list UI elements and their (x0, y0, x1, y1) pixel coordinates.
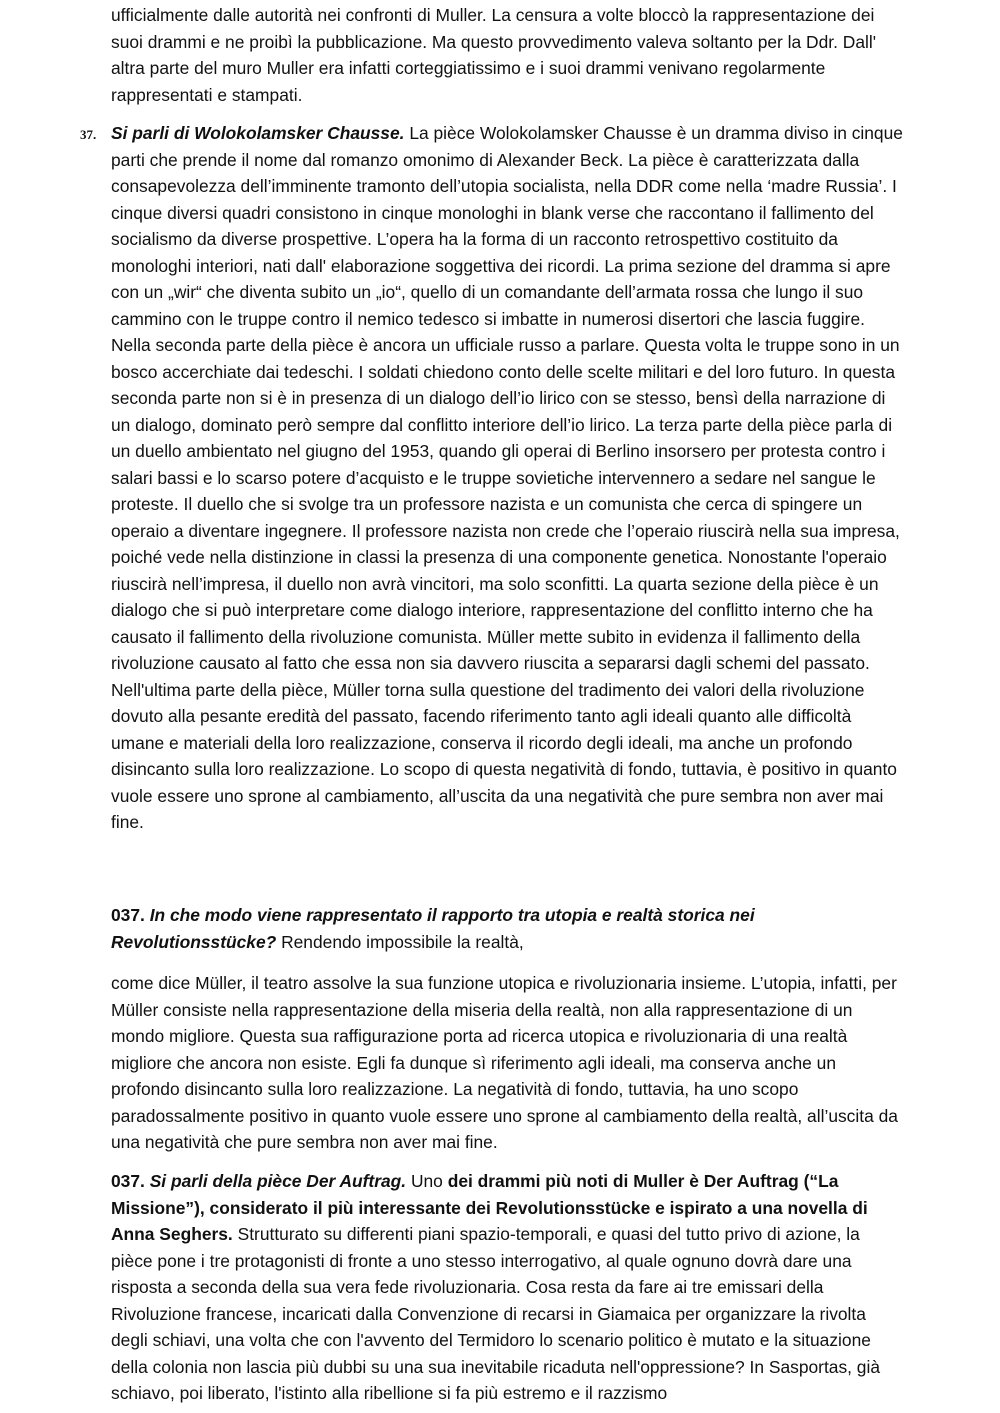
question-title: Si parli della pièce Der Auftrag. (144, 1171, 407, 1191)
question-number: 37. (80, 127, 97, 142)
question-title: In che modo viene rappresentato il rapporto tra utopia e realtà storica nei Revolutionsstücke? (111, 905, 755, 952)
answer-bold-text: dei drammi più noti di Muller è Der Auftrag (“La Missione”), considerato il più interessante dei Revolutionsstücke e ispirato a una novella di Anna Seghers. (111, 1171, 868, 1244)
answer-text: Rendendo impossibile la realtà, (276, 931, 524, 952)
intro-paragraph: ufficialmente dalle autorità nei confronti di Muller. La censura a volte bloccò la rappresentazione dei suoi drammi e ne proibì la pubblicazione. Ma questo provvedimento valeva soltanto per la Ddr. Dall' altra parte del muro Muller era infatti corteggiatissimo e i suoi drammi venivano regolarmente rappresentati e stampati. (111, 5, 877, 105)
answer-text: Uno (406, 1171, 443, 1191)
answer-text: Strutturato su differenti piani spazio-temporali, e quasi del tutto privo di azione, la pièce pone i tre protagonisti di fronte a uno stesso interrogativo, al quale ognuno dovrà dare una risposta a seconda della sua vera fede rivoluzionaria. Cosa resta da fare ai tre emissari della Rivoluzione francese, incaricati dalla Convenzione di recarsi in Giamaica per organizzare la rivolta degli schiavi, una volta che con l'avvento del Termidoro lo scenario politico è mutato e la situazione della colonia non lascia più dubbi su una sua inevitabile ricaduta nell'oppressione? In Sasportas, già schiavo, poi liberato, l'istinto alla ribellione si fa più estremo e il razzismo (111, 1224, 881, 1403)
question-title: Si parli di Wolokolamsker Chausse. (111, 123, 405, 143)
continuation-paragraph: come dice Müller, il teatro assolve la sua funzione utopica e rivoluzionaria insieme. L’utopia, infatti, per Müller consiste nella rappresentazione della miseria della realtà, non alla rappresentazione di un mondo migliore. Questa sua raffigurazione porta ad ricerca utopica e rivoluzionaria di una realtà migliore che ancora non esiste. Egli fa dunque sì riferimento agli ideali, ma conserva anche un profondo disincanto sulla loro realizzazione. La negatività di fondo, tuttavia, ha uno scopo paradossalmente positivo in quanto vuole essere uno sprone al cambiamento della realtà, all’uscita da una negatività che pure sembra non aver mai fine. (111, 973, 898, 1152)
question-number: 037. (111, 1171, 145, 1191)
question-number: 037. (111, 905, 145, 925)
question-37-paragraph (111, 120, 906, 836)
question-037a-paragraph (111, 902, 906, 955)
question-037b-paragraph (111, 1168, 906, 1407)
answer-text: La pièce Wolokolamsker Chausse è un dramma diviso in cinque parti che prende il nome dal romanzo omonimo di Alexander Beck. La pièce è caratterizzata dalla consapevolezza dell’imminente tramonto dell’utopia socialista, nella DDR come nella ‘madre Russia’. I cinque diversi quadri consistono in cinque monologhi in blank verse che raccontano il fallimento del socialismo da diverse prospettive. L’opera ha la forma di un racconto retrospettivo costituito da monologhi interiori, nati dall' elaborazione soggettiva dei ricordi. La prima sezione del dramma si apre con un „wir“ che diventa subito un „io“, quello di un comandante dell’armata rossa che lungo il suo cammino con le truppe contro il nemico tedesco si imbatte in numerosi disertori che lascia fuggire. Nella seconda parte della pièce è ancora un ufficiale russo a parlare. Questa volta le truppe sono in un bosco accerchiate dai tedeschi. I soldati chiedono conto delle scelte militari e del loro futuro. In questa seconda parte non si è in presenza di un dialogo dell’io lirico con se stesso, bensì della narrazione di un dialogo, dominato però sempre dal conflitto interiore dell’io lirico. La terza parte della pièce parla di un duello ambientato nel giugno del 1953, quando gli operai di Berlino insorsero per protesta contro i salari bassi e lo scarso potere d’acquisto e le truppe sovietiche intervennero a sedare nel sangue le proteste. Il duello che si svolge tra un professore nazista e un comunista che cerca di spingere un operaio a diventare ingegnere. Il professore nazista non crede che l’operaio riuscirà nella sua impresa, poiché vede nella distinzione in classi la presenza di una componente genetica. Nonostante l'operaio riuscirà nell’impresa, il duello non avrà vincitori, ma solo sconfitti. La quarta sezione della pièce è un dialogo che si può interpretare come dialogo interiore, rappresentazione del conflitto interno che ha causato il fallimento della rivoluzione comunista. Müller mette subito in evidenza il fallimento della rivoluzione causato al fatto che essa non sia davvero riuscita a separarsi dagli schemi del passato. Nell'ultima parte della pièce, Müller torna sulla questione del tradimento dei valori della rivoluzione dovuto alla pesante eredità del passato, facendo riferimento tanto agli ideali quanto alle difficoltà umane e materiali della loro realizzazione, conserva il ricordo degli ideali, ma anche un profondo disincanto sulla loro realizzazione. Lo scopo di questa negatività di fondo, tuttavia, è positivo in quanto vuole essere uno sprone al cambiamento, all’uscita da una negatività che pure sembra non aver mai fine. (111, 123, 903, 832)
